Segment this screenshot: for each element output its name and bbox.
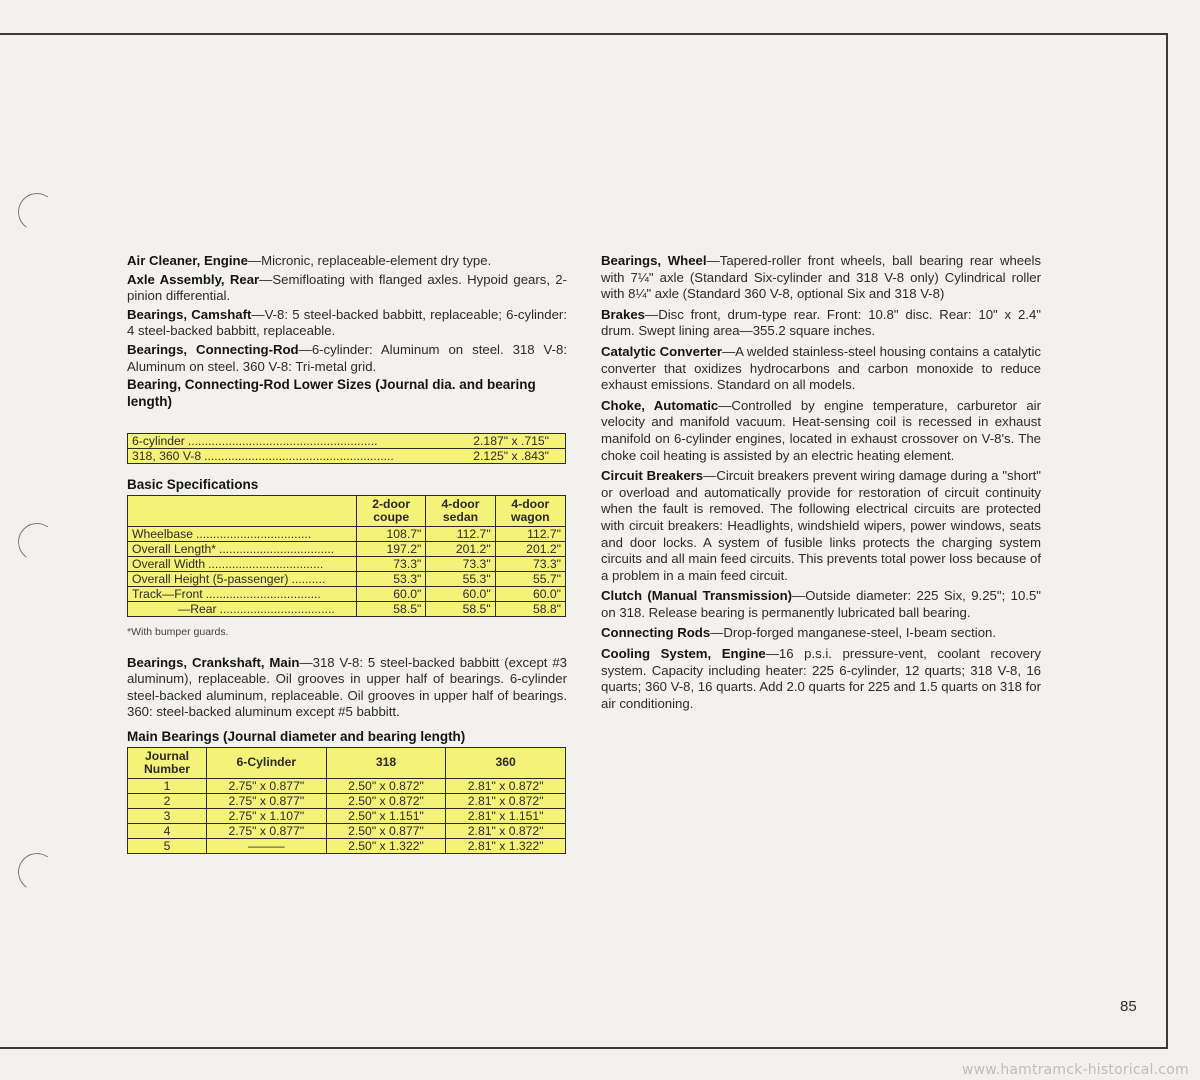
- table-cell: 2.81" x 0.872": [446, 823, 566, 838]
- page-border-top: [0, 33, 1168, 35]
- leader-dots: ........................................................: [204, 449, 394, 464]
- table-cell: 2.75" x 1.107": [207, 808, 327, 823]
- table-row: [128, 449, 566, 464]
- leader-dots: ..................................: [219, 541, 335, 556]
- column-header-line: Number: [143, 761, 191, 776]
- table-cell: 2.50" x 0.877": [326, 823, 446, 838]
- right-column: [601, 253, 1041, 714]
- entry-term: Catalytic Converter: [601, 343, 722, 359]
- crankshaft-bearings-entry: [127, 655, 567, 721]
- column-header-line: sedan: [442, 509, 479, 524]
- table-cell: 2.50" x 0.872": [326, 778, 446, 793]
- entry-text: —6-cylinder: Aluminum on steel. 318 V-8: Aluminum on steel. 360 V-8: Tri-metal grid.: [127, 341, 568, 374]
- table-cell: 2.50" x 1.322": [326, 838, 446, 853]
- left-column: [127, 253, 567, 854]
- table-cell: 2.50" x 0.872": [326, 793, 446, 808]
- cell-value: 112.7": [495, 526, 565, 541]
- row-label: Overall Length*: [132, 541, 217, 556]
- spec-entry: [601, 646, 1041, 712]
- table-row: [128, 838, 566, 853]
- row-label: Wheelbase: [132, 526, 193, 541]
- cell-value: 73.3": [495, 556, 565, 571]
- table-cell: 2.81" x 1.322": [446, 838, 566, 853]
- cell-value: 58.5": [357, 601, 426, 616]
- cell-value: 60.0": [495, 586, 565, 601]
- entry-text: —Circuit breakers prevent wiring damage during a "short" or overload and automatically provide for restoration of circuit continuity when the fault is removed. The following electrical circuits are protected with circuit breakers: Headlights, windshield wipers, power windows, seats and door locks. A system of fusible links protects the charging system circuits and all main feed circuits. This prevents total power loss because of a problem in a main feed circuit.: [601, 468, 1041, 583]
- entry-term: Bearings, Camshaft: [127, 306, 252, 322]
- leader-dots: ........................................................: [187, 434, 378, 449]
- entry-text: —Semifloating with flanged axles. Hypoid gears, 2-pinion differential.: [127, 271, 567, 304]
- cell-value: 201.2": [495, 541, 565, 556]
- table-row: [128, 586, 566, 601]
- header-blank: [128, 495, 357, 526]
- entry-term: Air Cleaner, Engine: [127, 253, 248, 268]
- column-header-line: 318: [375, 755, 397, 769]
- table-cell: 2.75" x 0.877": [207, 823, 327, 838]
- row-label: Overall Height (5-passenger): [132, 571, 289, 586]
- entry-term: Bearings, Connecting-Rod: [127, 341, 299, 357]
- spec-entry: [601, 625, 1041, 642]
- column-header: [495, 495, 565, 526]
- entry-text: —V-8: 5 steel-backed babbitt, replaceable; 6-cylinder: 4 steel-backed babbitt, replaceable.: [127, 306, 567, 339]
- entry-text: —A welded stainless-steel housing contains a catalytic converter that oxidizes hydrocarbons and carbon monoxide to reduce exhaust emissions. Standard on all models.: [601, 343, 1041, 393]
- row-label: 318, 360 V-8: [132, 449, 202, 464]
- column-header-line: 4-door: [441, 496, 480, 511]
- leader-dots: ..................................: [195, 526, 312, 541]
- table-cell: 5: [128, 838, 207, 853]
- table-row: [128, 808, 566, 823]
- cell-value: 53.3": [357, 571, 426, 586]
- binder-hole-top: [15, 190, 59, 234]
- cell-value: 60.0": [426, 586, 495, 601]
- entry-term: Bearings, Crankshaft, Main: [127, 654, 300, 670]
- table-row: [128, 526, 566, 541]
- spec-entry: [601, 468, 1041, 584]
- row-label-cell: [128, 526, 357, 541]
- spec-entry: [601, 307, 1041, 340]
- entry-term: Circuit Breakers: [601, 468, 704, 484]
- leader-dots: ..................................: [208, 556, 324, 571]
- entry-term: Connecting Rods: [601, 625, 711, 641]
- row-label-cell: [128, 449, 441, 464]
- spec-entry: [127, 342, 567, 375]
- entry-term: Cooling System, Engine: [601, 646, 766, 662]
- row-label-cell: [128, 556, 357, 571]
- table-cell: 2.50" x 1.151": [326, 808, 446, 823]
- row-label-cell: [128, 586, 357, 601]
- row-label: Track—Front: [132, 586, 203, 601]
- cell-value: 60.0": [357, 586, 426, 601]
- table-cell: 2.81" x 0.872": [446, 778, 566, 793]
- row-label: 6-cylinder: [132, 434, 185, 449]
- page-border-bottom: [0, 1047, 1168, 1049]
- spec-entry: [601, 588, 1041, 621]
- binder-hole-bottom: [15, 850, 59, 894]
- spec-entry: [601, 344, 1041, 394]
- column-header: [326, 747, 446, 778]
- entry-text: —Controlled by engine temperature, carburetor air velocity and manifold vacuum. Heat-sensing coil is recessed in exhaust manifold on 6-cylinder engines, located in exhaust crossover on V-8's. The choke coil heating is assisted by an electric heating element.: [601, 397, 1041, 463]
- entry-text: —16 p.s.i. pressure-vent, coolant recovery system. Capacity including heater: 225 6-cylinder, 12 quarts; 318 V-8, 16 quarts; 360 V-8, 16 quarts. Add 2.0 quarts for 225 and 1.5 quarts on 318 for air conditioning.: [601, 646, 1041, 711]
- cell-value: 197.2": [357, 541, 426, 556]
- row-value: 2.125" x .843": [440, 449, 566, 464]
- table-cell: ———: [207, 838, 327, 853]
- entry-term: Bearings, Wheel: [601, 253, 707, 268]
- table-row: [128, 571, 566, 586]
- rod-bearing-table: [127, 433, 566, 464]
- table-cell: 1: [128, 778, 207, 793]
- page-border-right: [1166, 33, 1168, 1049]
- row-label: Overall Width: [132, 556, 206, 571]
- entry-text: —Disc front, drum-type rear. Front: 10.8" disc. Rear: 10" x 2.4" drum. Swept lining area—355.2 square inches.: [601, 306, 1041, 339]
- row-label-cell: [128, 571, 357, 586]
- row-label-cell: [128, 434, 441, 449]
- left-spec-entries: [127, 253, 567, 375]
- row-value: 2.187" x .715": [440, 434, 566, 449]
- spec-entry: [601, 253, 1041, 303]
- row-label: —Rear: [178, 601, 217, 616]
- entry-term: Choke, Automatic: [601, 397, 719, 413]
- column-header-line: wagon: [511, 509, 550, 524]
- rod-bearing-heading: Bearing, Connecting-Rod Lower Sizes (Journal dia. and bearing length): [127, 377, 536, 409]
- entry-text: —Outside diameter: 225 Six, 9.25"; 10.5" on 318. Release bearing is permanently lubricated ball bearing.: [601, 588, 1041, 620]
- header-row: [128, 747, 566, 778]
- table-row: [128, 601, 566, 616]
- column-header: [128, 747, 207, 778]
- column-header-line: 4-door: [511, 496, 550, 511]
- header-row: [128, 495, 566, 526]
- cell-value: 73.3": [426, 556, 495, 571]
- table-row: [128, 778, 566, 793]
- entry-text: —Drop-forged manganese-steel, I-beam section.: [710, 625, 997, 641]
- table-cell: 2.75" x 0.877": [207, 793, 327, 808]
- cell-value: 201.2": [426, 541, 495, 556]
- column-header-line: coupe: [373, 509, 410, 524]
- entry-term: Clutch (Manual Transmission): [601, 588, 793, 604]
- watermark: www.hamtramck-historical.com: [962, 1062, 1189, 1078]
- column-header: [357, 495, 426, 526]
- table-cell: 3: [128, 808, 207, 823]
- cell-value: 73.3": [357, 556, 426, 571]
- spec-entry: [127, 272, 567, 305]
- leader-dots: ..................................: [205, 586, 321, 601]
- table-row: [128, 823, 566, 838]
- binder-hole-middle: [15, 520, 59, 564]
- entry-term: Brakes: [601, 306, 645, 322]
- table-cell: 2.81" x 1.151": [446, 808, 566, 823]
- cell-value: 55.3": [426, 571, 495, 586]
- row-label-cell: [128, 541, 357, 556]
- column-header-line: 2-door: [372, 496, 411, 511]
- spec-entry: [127, 253, 567, 270]
- cell-value: 58.8": [495, 601, 565, 616]
- column-header-line: 6-Cylinder: [236, 755, 297, 769]
- leader-dots: ..........: [291, 571, 326, 586]
- row-label-cell: [128, 601, 357, 616]
- column-header: [446, 747, 566, 778]
- entry-term: Axle Assembly, Rear: [127, 271, 260, 287]
- column-header-line: Journal: [144, 748, 190, 763]
- spec-entry: [127, 307, 567, 340]
- spec-entry: [601, 398, 1041, 464]
- right-spec-entries: [601, 253, 1041, 712]
- entry-text: —Tapered-roller front wheels, ball bearing rear wheels with 7¼" axle (Standard Six-cylinder and 318 V-8 only) Cylindrical roller with 8¼" axle (Standard 360 V-8, optional Six and 318 V-8): [601, 253, 1041, 302]
- footnote: *With bumper guards.: [127, 625, 229, 638]
- table-row: [128, 556, 566, 571]
- basic-specs-table: [127, 495, 566, 617]
- table-row: [128, 793, 566, 808]
- cell-value: 112.7": [426, 526, 495, 541]
- table-cell: 2.75" x 0.877": [207, 778, 327, 793]
- cell-value: 55.7": [495, 571, 565, 586]
- column-header: [207, 747, 327, 778]
- entry-text: —318 V-8: 5 steel-backed babbitt (except #3 aluminum), replaceable. Oil grooves in upper half of bearings. 6-cylinder steel-backed aluminum, replaceable. Oil grooves in upper half of bearings. 360: steel-backed aluminum except #5 babbitt.: [127, 654, 568, 720]
- leader-dots: ..................................: [219, 601, 335, 616]
- table-row: [128, 434, 566, 449]
- page-number: 85: [1120, 998, 1137, 1015]
- table-row: [128, 541, 566, 556]
- main-bearings-table: [127, 747, 566, 854]
- cell-value: 108.7": [357, 526, 426, 541]
- main-bearings-heading: Main Bearings (Journal diameter and bearing length): [127, 728, 466, 744]
- entry-text: —Micronic, replaceable-element dry type.: [247, 253, 492, 268]
- basic-specs-heading: Basic Specifications: [127, 477, 259, 493]
- cell-value: 58.5": [426, 601, 495, 616]
- column-header: [426, 495, 495, 526]
- table-cell: 4: [128, 823, 207, 838]
- table-cell: 2.81" x 0.872": [446, 793, 566, 808]
- table-cell: 2: [128, 793, 207, 808]
- column-header-line: 360: [495, 755, 516, 769]
